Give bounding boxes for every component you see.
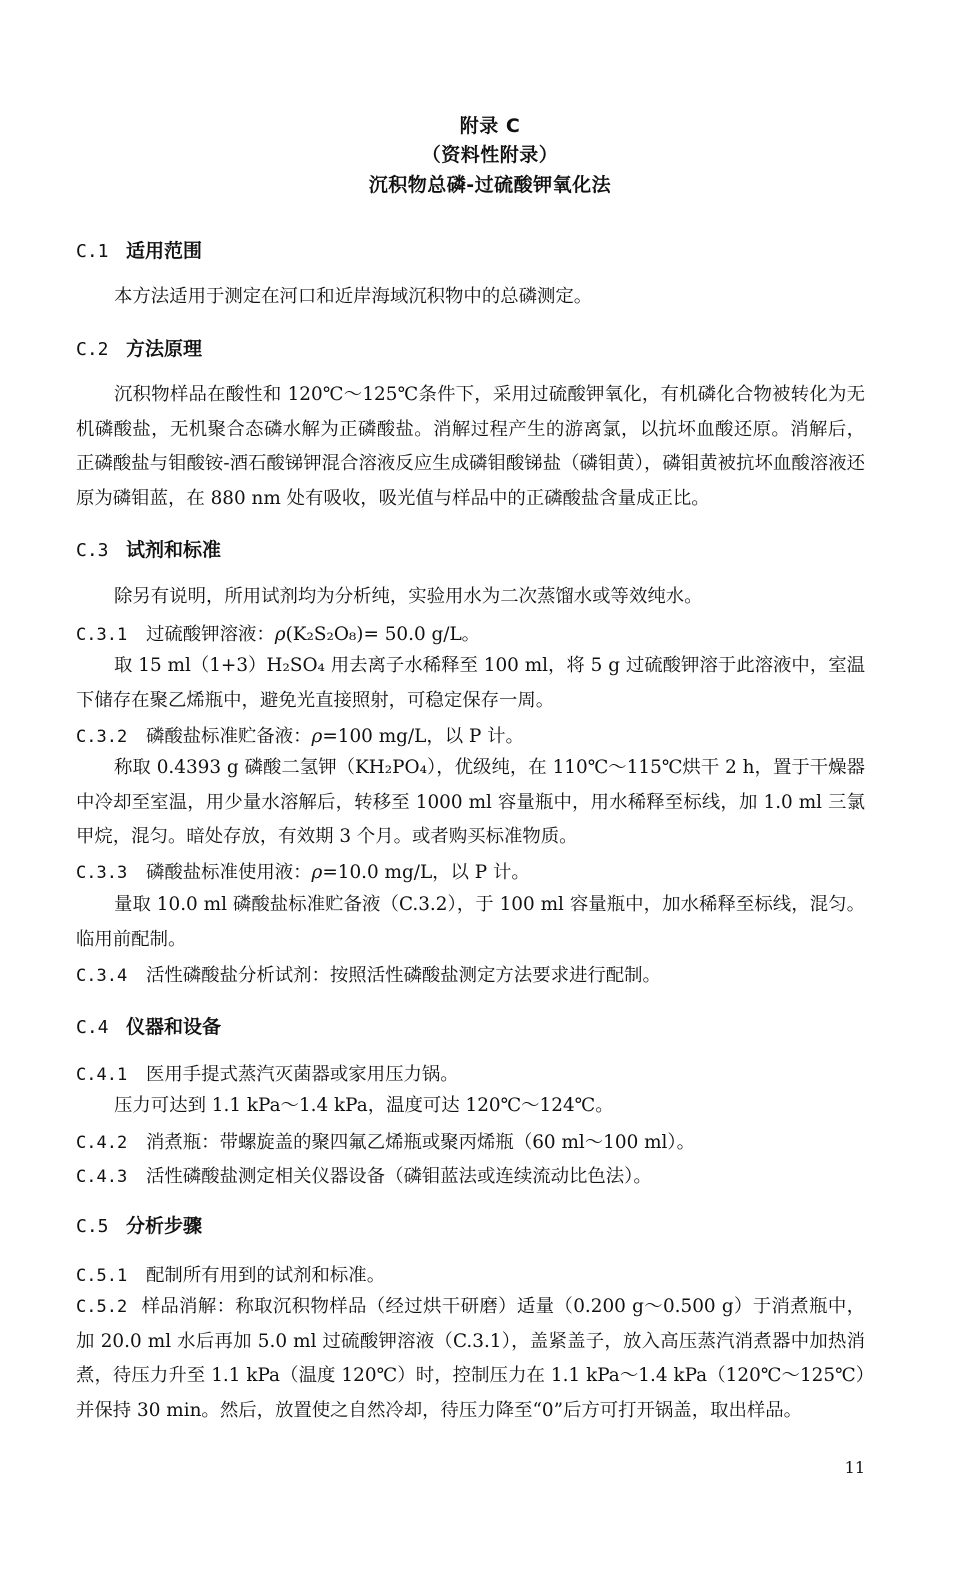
clause-number: C.3.3 bbox=[76, 863, 128, 883]
section-heading-c1 bbox=[76, 236, 896, 263]
section-number: C.5 bbox=[76, 1216, 109, 1237]
clause-label: 磷酸盐标准使用液： bbox=[146, 862, 312, 883]
clause-c43 bbox=[76, 1162, 876, 1188]
clause-c41 bbox=[76, 1060, 876, 1086]
clause-c51 bbox=[76, 1261, 876, 1287]
clause-number: C.3.1 bbox=[76, 625, 128, 645]
clause-number: C.4.2 bbox=[76, 1133, 128, 1153]
section-title: 适用范围 bbox=[126, 240, 203, 262]
clause-formula: =100 mg/L，以 P 计。 bbox=[322, 726, 524, 747]
section-number: C.1 bbox=[76, 241, 109, 262]
clause-text: 样品消解：称取沉积物样品（经过烘干研磨）适量（0.200 g～0.500 g）于消煮瓶中，加 20.0 ml 水后再加 5.0 ml 过硫酸钾溶液（C.3.1），盖紧盖子，放入高压蒸汽消煮器中加热消煮，待压力升至 1.1 kPa（温度 120℃）时，控制压力在 1.1 kPa～1.4 kPa（120℃～125℃）并保持 30 min。然后，放置使之自然冷却，待压力降至“0”后方可打开锅盖，取出样品。 bbox=[76, 1296, 865, 1421]
section-heading-c3 bbox=[76, 535, 896, 562]
clause-text: 活性磷酸盐分析试剂：按照活性磷酸盐测定方法要求进行配制。 bbox=[146, 965, 661, 986]
clause-text: 消煮瓶：带螺旋盖的聚四氟乙烯瓶或聚丙烯瓶（60 ml～100 ml）。 bbox=[146, 1132, 696, 1153]
clause-label: 磷酸盐标准贮备液： bbox=[146, 726, 312, 747]
clause-number: C.3.2 bbox=[76, 727, 128, 747]
clause-c31 bbox=[76, 620, 876, 646]
section-title: 方法原理 bbox=[126, 338, 203, 360]
clause-c32 bbox=[76, 722, 876, 748]
c31-paragraph: 取 15 ml（1+3）H₂SO₄ 用去离子水稀释至 100 ml，将 5 g 过硫酸钾溶于此溶液中，室温下储存在聚乙烯瓶中，避免光直接照射，可稳定保存一周。 bbox=[76, 655, 865, 711]
clause-text: 配制所有用到的试剂和标准。 bbox=[146, 1265, 386, 1286]
clause-number: C.5.2 bbox=[76, 1297, 128, 1317]
section-heading-c5 bbox=[76, 1211, 896, 1238]
clause-number: C.4.1 bbox=[76, 1065, 128, 1085]
appendix-type: （资料性附录） bbox=[421, 144, 559, 166]
c41-paragraph: 压力可达到 1.1 kPa～1.4 kPa，温度可达 120℃～124℃。 bbox=[114, 1095, 614, 1116]
page-number: 11 bbox=[844, 1458, 865, 1477]
section-number: C.4 bbox=[76, 1017, 109, 1038]
c2-paragraph: 沉积物样品在酸性和 120℃～125℃条件下，采用过硫酸钾氧化，有机磷化合物被转化为无机磷酸盐，无机聚合态磷水解为正磷酸盐。消解过程产生的游离氯，以抗坏血酸还原。消解后，正磷酸盐与钼酸铵-酒石酸锑钾混合溶液反应生成磷钼酸锑盐（磷钼黄），磷钼黄被抗坏血酸溶液还原为磷钼蓝，在 880 nm 处有吸收，吸光值与样品中的正磷酸盐含量成正比。 bbox=[76, 384, 865, 509]
section-title: 分析步骤 bbox=[126, 1215, 203, 1237]
c1-paragraph: 本方法适用于测定在河口和近岸海域沉积物中的总磷测定。 bbox=[114, 286, 593, 307]
rho-symbol: ρ bbox=[274, 624, 286, 645]
rho-symbol: ρ bbox=[311, 862, 323, 883]
section-heading-c2 bbox=[76, 334, 896, 361]
section-title: 试剂和标准 bbox=[126, 539, 222, 561]
section-title: 仪器和设备 bbox=[126, 1016, 222, 1038]
clause-formula: (K₂S₂O₈)= 50.0 g/L。 bbox=[285, 624, 481, 645]
c33-paragraph: 量取 10.0 ml 磷酸盐标准贮备液（C.3.2），于 100 ml 容量瓶中，加水稀释至标线，混匀。临用前配制。 bbox=[76, 894, 865, 950]
appendix-label: 附录 C bbox=[459, 115, 521, 137]
clause-c42 bbox=[76, 1128, 876, 1154]
clause-text: 活性磷酸盐测定相关仪器设备（磷钼蓝法或连续流动比色法）。 bbox=[146, 1166, 652, 1187]
appendix-title: 沉积物总磷-过硫酸钾氧化法 bbox=[368, 174, 612, 196]
clause-c52 bbox=[76, 1290, 865, 1428]
rho-symbol: ρ bbox=[311, 726, 323, 747]
clause-c34 bbox=[76, 961, 876, 987]
clause-number: C.3.4 bbox=[76, 966, 128, 986]
c3-intro: 除另有说明，所用试剂均为分析纯，实验用水为二次蒸馏水或等效纯水。 bbox=[114, 586, 703, 607]
c32-paragraph: 称取 0.4393 g 磷酸二氢钾（KH₂PO₄），优级纯，在 110℃～115℃烘干 2 h，置于干燥器中冷却至室温，用少量水溶解后，转移至 1000 ml 容量瓶中，用水稀释至标线，加 1.0 ml 三氯甲烷，混匀。暗处存放，有效期 3 个月。或者购买标准物质。 bbox=[76, 757, 865, 847]
clause-formula: =10.0 mg/L，以 P 计。 bbox=[322, 862, 530, 883]
clause-label: 过硫酸钾溶液： bbox=[146, 624, 275, 645]
clause-c33 bbox=[76, 858, 876, 884]
section-number: C.2 bbox=[76, 339, 109, 360]
clause-number: C.5.1 bbox=[76, 1266, 128, 1286]
clause-number: C.4.3 bbox=[76, 1167, 128, 1187]
section-number: C.3 bbox=[76, 540, 109, 561]
clause-text: 医用手提式蒸汽灭菌器或家用压力锅。 bbox=[146, 1064, 459, 1085]
section-heading-c4 bbox=[76, 1012, 896, 1039]
